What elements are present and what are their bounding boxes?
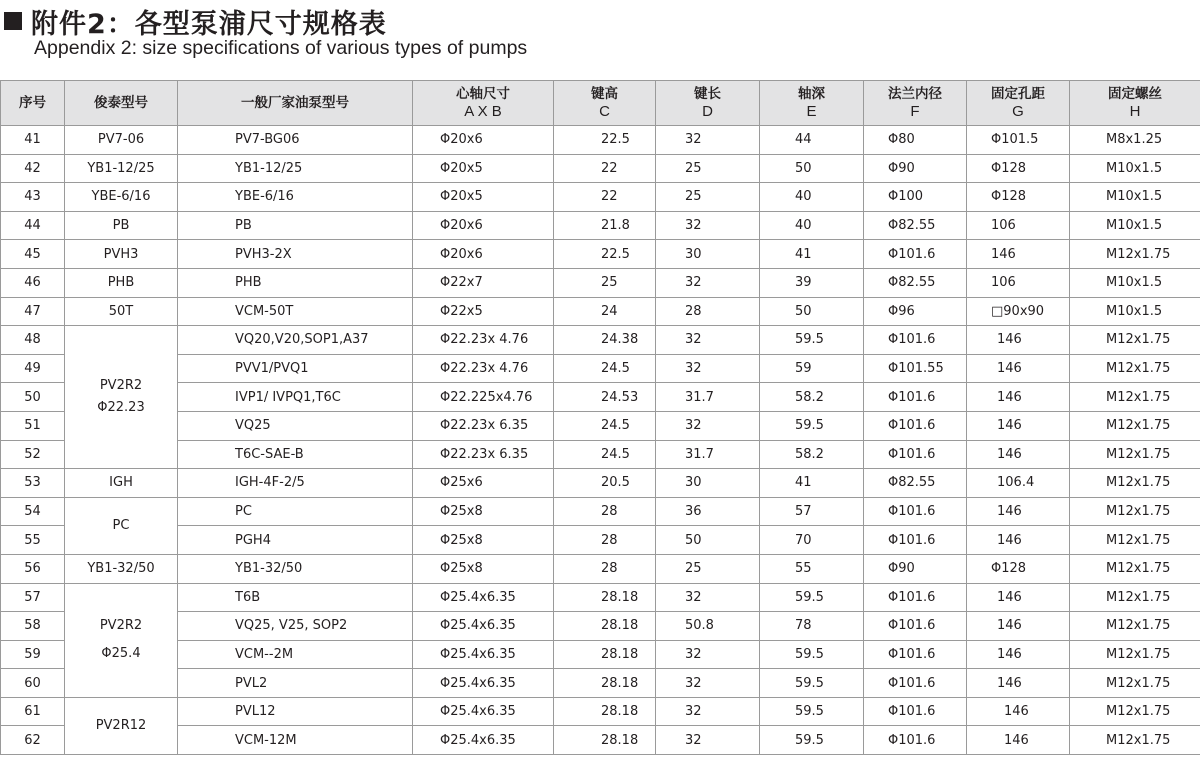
cell-no: 47 bbox=[1, 297, 65, 326]
cell-d: 25 bbox=[656, 183, 760, 212]
cell-e: 41 bbox=[760, 240, 864, 269]
cell-e: 55 bbox=[760, 554, 864, 583]
cell-e: 57 bbox=[760, 497, 864, 526]
cell-general: PC bbox=[178, 497, 413, 526]
cell-e: 50 bbox=[760, 154, 864, 183]
cell-general: PB bbox=[178, 211, 413, 240]
cell-general: VCM-50T bbox=[178, 297, 413, 326]
cell-no: 58 bbox=[1, 612, 65, 641]
cell-general: PVV1/PVQ1 bbox=[178, 354, 413, 383]
cell-general: IVP1/ IVPQ1,T6C bbox=[178, 383, 413, 412]
cell-no: 49 bbox=[1, 354, 65, 383]
cell-axb: Φ22x7 bbox=[413, 268, 554, 297]
cell-model: PB bbox=[65, 211, 178, 240]
cell-f: Φ82.55 bbox=[864, 211, 967, 240]
cell-d: 32 bbox=[656, 726, 760, 755]
cell-general: IGH-4F-2/5 bbox=[178, 469, 413, 498]
cell-h: M12x1.75 bbox=[1070, 497, 1200, 526]
cell-no: 43 bbox=[1, 183, 65, 212]
cell-c: 28.18 bbox=[554, 697, 656, 726]
cell-d: 32 bbox=[656, 697, 760, 726]
cell-axb: Φ25.4x6.35 bbox=[413, 726, 554, 755]
cell-axb: Φ22.225x4.76 bbox=[413, 383, 554, 412]
cell-c: 24.5 bbox=[554, 440, 656, 469]
cell-h: M12x1.75 bbox=[1070, 383, 1200, 412]
cell-g: 146 bbox=[967, 326, 1070, 355]
cell-g: Φ101.5 bbox=[967, 126, 1070, 155]
cell-no: 62 bbox=[1, 726, 65, 755]
table-row bbox=[1, 497, 1200, 526]
cell-c: 28.18 bbox=[554, 640, 656, 669]
cell-e: 59.5 bbox=[760, 640, 864, 669]
table-row bbox=[1, 440, 1200, 469]
cell-general: VCM--2M bbox=[178, 640, 413, 669]
cell-model-merged bbox=[65, 583, 178, 697]
cell-no: 60 bbox=[1, 669, 65, 698]
cell-model: PVH3 bbox=[65, 240, 178, 269]
cell-f: Φ90 bbox=[864, 554, 967, 583]
cell-no: 52 bbox=[1, 440, 65, 469]
cell-c: 28 bbox=[554, 554, 656, 583]
cell-e: 59 bbox=[760, 354, 864, 383]
cell-d: 36 bbox=[656, 497, 760, 526]
table-row bbox=[1, 211, 1200, 240]
cell-c: 22 bbox=[554, 154, 656, 183]
cell-model: YB1-12/25 bbox=[65, 154, 178, 183]
cell-e: 59.5 bbox=[760, 726, 864, 755]
header-general-model: 一般厂家油泵型号 bbox=[178, 81, 413, 126]
cell-c: 24.5 bbox=[554, 354, 656, 383]
cell-no: 59 bbox=[1, 640, 65, 669]
square-bullet-icon bbox=[4, 12, 22, 30]
cell-model: YB1-32/50 bbox=[65, 554, 178, 583]
table-row bbox=[1, 669, 1200, 698]
cell-no: 45 bbox=[1, 240, 65, 269]
cell-axb: Φ25.4x6.35 bbox=[413, 697, 554, 726]
cell-f: Φ96 bbox=[864, 297, 967, 326]
cell-g: 146 bbox=[967, 383, 1070, 412]
cell-model: YBE-6/16 bbox=[65, 183, 178, 212]
cell-c: 24.5 bbox=[554, 411, 656, 440]
cell-f: Φ101.6 bbox=[864, 583, 967, 612]
table-row bbox=[1, 326, 1200, 355]
cell-h: M12x1.75 bbox=[1070, 554, 1200, 583]
cell-c: 28.18 bbox=[554, 669, 656, 698]
table-row bbox=[1, 726, 1200, 755]
cell-model-merged: PV2R12 bbox=[65, 697, 178, 754]
cell-axb: Φ22.23x 4.76 bbox=[413, 354, 554, 383]
cell-axb: Φ20x6 bbox=[413, 240, 554, 269]
cell-h: M10x1.5 bbox=[1070, 211, 1200, 240]
cell-h: M10x1.5 bbox=[1070, 183, 1200, 212]
cell-c: 21.8 bbox=[554, 211, 656, 240]
table-row bbox=[1, 411, 1200, 440]
cell-f: Φ82.55 bbox=[864, 469, 967, 498]
cell-h: M8x1.25 bbox=[1070, 126, 1200, 155]
cell-c: 28.18 bbox=[554, 612, 656, 641]
cell-f: Φ101.6 bbox=[864, 726, 967, 755]
cell-no: 42 bbox=[1, 154, 65, 183]
cell-h: M12x1.75 bbox=[1070, 583, 1200, 612]
cell-g: □90x90 bbox=[967, 297, 1070, 326]
pump-spec-table bbox=[0, 80, 1200, 755]
cell-no: 53 bbox=[1, 469, 65, 498]
cell-axb: Φ20x5 bbox=[413, 183, 554, 212]
cell-g: Φ128 bbox=[967, 554, 1070, 583]
cell-f: Φ80 bbox=[864, 126, 967, 155]
cell-general: VQ20,V20,SOP1,A37 bbox=[178, 326, 413, 355]
cell-g: 106 bbox=[967, 268, 1070, 297]
table-row bbox=[1, 612, 1200, 641]
cell-d: 32 bbox=[656, 211, 760, 240]
cell-general: PVL12 bbox=[178, 697, 413, 726]
cell-h: M12x1.75 bbox=[1070, 669, 1200, 698]
cell-h: M12x1.75 bbox=[1070, 326, 1200, 355]
cell-axb: Φ25.4x6.35 bbox=[413, 669, 554, 698]
cell-f: Φ101.6 bbox=[864, 669, 967, 698]
cell-model: PHB bbox=[65, 268, 178, 297]
cell-axb: Φ25x8 bbox=[413, 526, 554, 555]
cell-g: 146 bbox=[967, 240, 1070, 269]
cell-general: PV7-BG06 bbox=[178, 126, 413, 155]
cell-general: PVL2 bbox=[178, 669, 413, 698]
table-row bbox=[1, 240, 1200, 269]
cell-axb: Φ25.4x6.35 bbox=[413, 640, 554, 669]
cell-c: 25 bbox=[554, 268, 656, 297]
cell-axb: Φ25.4x6.35 bbox=[413, 612, 554, 641]
cell-h: M12x1.75 bbox=[1070, 640, 1200, 669]
cell-g: 106 bbox=[967, 211, 1070, 240]
cell-e: 59.5 bbox=[760, 326, 864, 355]
cell-d: 31.7 bbox=[656, 383, 760, 412]
cell-g: Φ128 bbox=[967, 183, 1070, 212]
cell-general: VQ25, V25, SOP2 bbox=[178, 612, 413, 641]
model-line-1: PV2R2 bbox=[99, 378, 143, 394]
cell-axb: Φ22.23x 6.35 bbox=[413, 411, 554, 440]
cell-g: 146 bbox=[967, 583, 1070, 612]
cell-general: PGH4 bbox=[178, 526, 413, 555]
cell-g: 146 bbox=[967, 440, 1070, 469]
cell-axb: Φ20x5 bbox=[413, 154, 554, 183]
cell-c: 28 bbox=[554, 497, 656, 526]
cell-c: 24.38 bbox=[554, 326, 656, 355]
page-title-en: Appendix 2: size specifications of various types of pumps bbox=[34, 37, 528, 59]
cell-h: M12x1.75 bbox=[1070, 697, 1200, 726]
cell-f: Φ101.6 bbox=[864, 697, 967, 726]
cell-axb: Φ25x6 bbox=[413, 469, 554, 498]
table-row bbox=[1, 354, 1200, 383]
cell-axb: Φ25.4x6.35 bbox=[413, 583, 554, 612]
cell-axb: Φ20x6 bbox=[413, 126, 554, 155]
cell-general: YBE-6/16 bbox=[178, 183, 413, 212]
table-header-row bbox=[1, 81, 1200, 126]
cell-f: Φ101.6 bbox=[864, 326, 967, 355]
cell-general: T6B bbox=[178, 583, 413, 612]
header-flange-diameter: 法兰内径 F bbox=[864, 81, 967, 126]
table-row bbox=[1, 640, 1200, 669]
cell-general: PHB bbox=[178, 268, 413, 297]
table-row bbox=[1, 126, 1200, 155]
cell-no: 46 bbox=[1, 268, 65, 297]
cell-c: 28.18 bbox=[554, 583, 656, 612]
cell-c: 22 bbox=[554, 183, 656, 212]
cell-g: 146 bbox=[967, 612, 1070, 641]
cell-f: Φ101.6 bbox=[864, 383, 967, 412]
cell-c: 28.18 bbox=[554, 726, 656, 755]
cell-d: 28 bbox=[656, 297, 760, 326]
cell-d: 32 bbox=[656, 268, 760, 297]
cell-c: 22.5 bbox=[554, 240, 656, 269]
cell-e: 70 bbox=[760, 526, 864, 555]
cell-general: VCM-12M bbox=[178, 726, 413, 755]
table-row bbox=[1, 297, 1200, 326]
cell-e: 44 bbox=[760, 126, 864, 155]
cell-h: M10x1.5 bbox=[1070, 297, 1200, 326]
cell-model: PV7-06 bbox=[65, 126, 178, 155]
cell-no: 48 bbox=[1, 326, 65, 355]
cell-general: YB1-12/25 bbox=[178, 154, 413, 183]
cell-d: 50.8 bbox=[656, 612, 760, 641]
cell-e: 58.2 bbox=[760, 440, 864, 469]
cell-d: 30 bbox=[656, 240, 760, 269]
cell-g: 146 bbox=[967, 411, 1070, 440]
cell-model-merged bbox=[65, 326, 178, 469]
cell-no: 54 bbox=[1, 497, 65, 526]
cell-no: 51 bbox=[1, 411, 65, 440]
cell-d: 32 bbox=[656, 669, 760, 698]
cell-axb: Φ22.23x 6.35 bbox=[413, 440, 554, 469]
page-title-cn bbox=[2, 4, 387, 38]
cell-e: 59.5 bbox=[760, 583, 864, 612]
cell-h: M12x1.75 bbox=[1070, 726, 1200, 755]
cell-f: Φ82.55 bbox=[864, 268, 967, 297]
cell-h: M12x1.75 bbox=[1070, 612, 1200, 641]
cell-d: 32 bbox=[656, 354, 760, 383]
cell-model: 50T bbox=[65, 297, 178, 326]
cell-g: 146 bbox=[967, 526, 1070, 555]
cell-d: 32 bbox=[656, 126, 760, 155]
cell-c: 24 bbox=[554, 297, 656, 326]
table-row bbox=[1, 583, 1200, 612]
cell-g: 146 bbox=[967, 497, 1070, 526]
cell-no: 61 bbox=[1, 697, 65, 726]
title-cn-text: 附件2：各型泵浦尺寸规格表 bbox=[31, 8, 387, 40]
cell-c: 22.5 bbox=[554, 126, 656, 155]
cell-no: 55 bbox=[1, 526, 65, 555]
cell-model: IGH bbox=[65, 469, 178, 498]
model-line-2: Φ22.23 bbox=[97, 400, 145, 416]
cell-g: 146 bbox=[967, 354, 1070, 383]
header-shaft-size: 心轴尺寸 A X B bbox=[413, 81, 554, 126]
cell-e: 41 bbox=[760, 469, 864, 498]
header-key-length: 键长 D bbox=[656, 81, 760, 126]
cell-model-merged: PC bbox=[65, 497, 178, 554]
cell-f: Φ101.6 bbox=[864, 497, 967, 526]
cell-axb: Φ22.23x 4.76 bbox=[413, 326, 554, 355]
cell-d: 32 bbox=[656, 326, 760, 355]
cell-f: Φ101.55 bbox=[864, 354, 967, 383]
cell-c: 24.53 bbox=[554, 383, 656, 412]
cell-c: 28 bbox=[554, 526, 656, 555]
cell-h: M12x1.75 bbox=[1070, 469, 1200, 498]
cell-e: 59.5 bbox=[760, 697, 864, 726]
cell-no: 44 bbox=[1, 211, 65, 240]
cell-f: Φ101.6 bbox=[864, 440, 967, 469]
cell-e: 39 bbox=[760, 268, 864, 297]
cell-e: 58.2 bbox=[760, 383, 864, 412]
cell-h: M12x1.75 bbox=[1070, 240, 1200, 269]
table-row bbox=[1, 697, 1200, 726]
header-key-height: 键高 C bbox=[554, 81, 656, 126]
cell-general: YB1-32/50 bbox=[178, 554, 413, 583]
cell-f: Φ101.6 bbox=[864, 411, 967, 440]
cell-g: 106.4 bbox=[967, 469, 1070, 498]
cell-d: 25 bbox=[656, 154, 760, 183]
cell-g: 146 bbox=[967, 697, 1070, 726]
cell-no: 57 bbox=[1, 583, 65, 612]
cell-f: Φ90 bbox=[864, 154, 967, 183]
cell-e: 40 bbox=[760, 183, 864, 212]
cell-general: PVH3-2X bbox=[178, 240, 413, 269]
header-no: 序号 bbox=[1, 81, 65, 126]
model-line-1: PV2R2 bbox=[99, 618, 143, 634]
table-row bbox=[1, 469, 1200, 498]
cell-no: 56 bbox=[1, 554, 65, 583]
cell-d: 25 bbox=[656, 554, 760, 583]
cell-f: Φ101.6 bbox=[864, 640, 967, 669]
cell-axb: Φ22x5 bbox=[413, 297, 554, 326]
cell-f: Φ101.6 bbox=[864, 526, 967, 555]
model-line-2: Φ25.4 bbox=[101, 646, 141, 662]
cell-g: 146 bbox=[967, 640, 1070, 669]
cell-h: M12x1.75 bbox=[1070, 526, 1200, 555]
cell-d: 31.7 bbox=[656, 440, 760, 469]
table-row bbox=[1, 183, 1200, 212]
cell-f: Φ101.6 bbox=[864, 240, 967, 269]
cell-c: 20.5 bbox=[554, 469, 656, 498]
cell-e: 59.5 bbox=[760, 411, 864, 440]
cell-g: Φ128 bbox=[967, 154, 1070, 183]
cell-e: 50 bbox=[760, 297, 864, 326]
cell-e: 59.5 bbox=[760, 669, 864, 698]
cell-h: M10x1.5 bbox=[1070, 268, 1200, 297]
cell-e: 40 bbox=[760, 211, 864, 240]
cell-no: 50 bbox=[1, 383, 65, 412]
cell-d: 50 bbox=[656, 526, 760, 555]
cell-d: 30 bbox=[656, 469, 760, 498]
table-row bbox=[1, 526, 1200, 555]
cell-general: VQ25 bbox=[178, 411, 413, 440]
cell-f: Φ100 bbox=[864, 183, 967, 212]
cell-h: M12x1.75 bbox=[1070, 440, 1200, 469]
cell-axb: Φ20x6 bbox=[413, 211, 554, 240]
table-row bbox=[1, 154, 1200, 183]
cell-d: 32 bbox=[656, 640, 760, 669]
cell-g: 146 bbox=[967, 669, 1070, 698]
table-row bbox=[1, 554, 1200, 583]
cell-d: 32 bbox=[656, 583, 760, 612]
cell-general: T6C-SAE-B bbox=[178, 440, 413, 469]
cell-h: M12x1.75 bbox=[1070, 411, 1200, 440]
header-hole-distance: 固定孔距 G bbox=[967, 81, 1070, 126]
header-shaft-depth: 轴深 E bbox=[760, 81, 864, 126]
cell-no: 41 bbox=[1, 126, 65, 155]
cell-axb: Φ25x8 bbox=[413, 497, 554, 526]
header-screw: 固定螺丝 H bbox=[1070, 81, 1200, 126]
cell-f: Φ101.6 bbox=[864, 612, 967, 641]
table-row bbox=[1, 268, 1200, 297]
cell-h: M12x1.75 bbox=[1070, 354, 1200, 383]
header-model: 俊泰型号 bbox=[65, 81, 178, 126]
cell-e: 78 bbox=[760, 612, 864, 641]
cell-d: 32 bbox=[656, 411, 760, 440]
table-row bbox=[1, 383, 1200, 412]
cell-axb: Φ25x8 bbox=[413, 554, 554, 583]
cell-h: M10x1.5 bbox=[1070, 154, 1200, 183]
cell-g: 146 bbox=[967, 726, 1070, 755]
